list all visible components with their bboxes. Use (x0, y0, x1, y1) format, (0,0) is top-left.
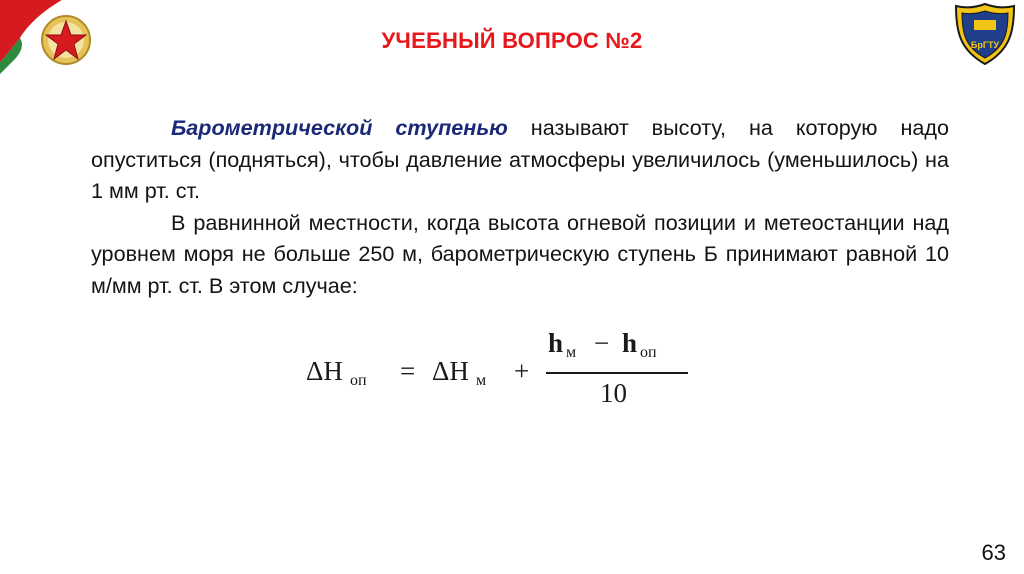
formula-lhs-delta-h: ΔH (306, 356, 343, 386)
formula-plus: + (514, 356, 530, 386)
formula-lhs-subscript: оп (350, 372, 367, 389)
term-highlight: Барометрической ступенью (171, 115, 508, 140)
numerator-minus: − (594, 328, 610, 358)
slide-title: УЧЕБНЫЙ ВОПРОС №2 (381, 28, 643, 53)
formula-rhs-delta-h: ΔH (432, 356, 469, 386)
crest-label: БрГТУ (970, 40, 1000, 50)
formula (302, 330, 702, 416)
numerator-h-m-subscript: м (566, 344, 577, 361)
body-text (91, 112, 949, 302)
numerator-h-m: h (548, 328, 564, 358)
page-number: 63 (981, 540, 1006, 565)
formula-rhs-subscript: м (476, 372, 487, 389)
denominator: 10 (600, 378, 627, 408)
fraction-bar (546, 372, 688, 374)
formula-equals: = (400, 356, 416, 386)
definition-text: называют высоту, на которую надо опуститься (подняться), чтобы давление атмосферы увеличилось (уменьшилось) на 1 мм рт. ст. (91, 115, 949, 204)
paragraph-plain-terrain: В равнинной местности, когда высота огневой позиции и метеостанции над уровнем моря не больше 250 м, барометрическую ступень Б принимают равной 10 м/мм рт. ст. В этом случае: (91, 209, 949, 298)
numerator-h-op-subscript: оп (640, 344, 657, 361)
numerator-h-op: h (622, 328, 638, 358)
paragraph-definition (91, 112, 949, 207)
